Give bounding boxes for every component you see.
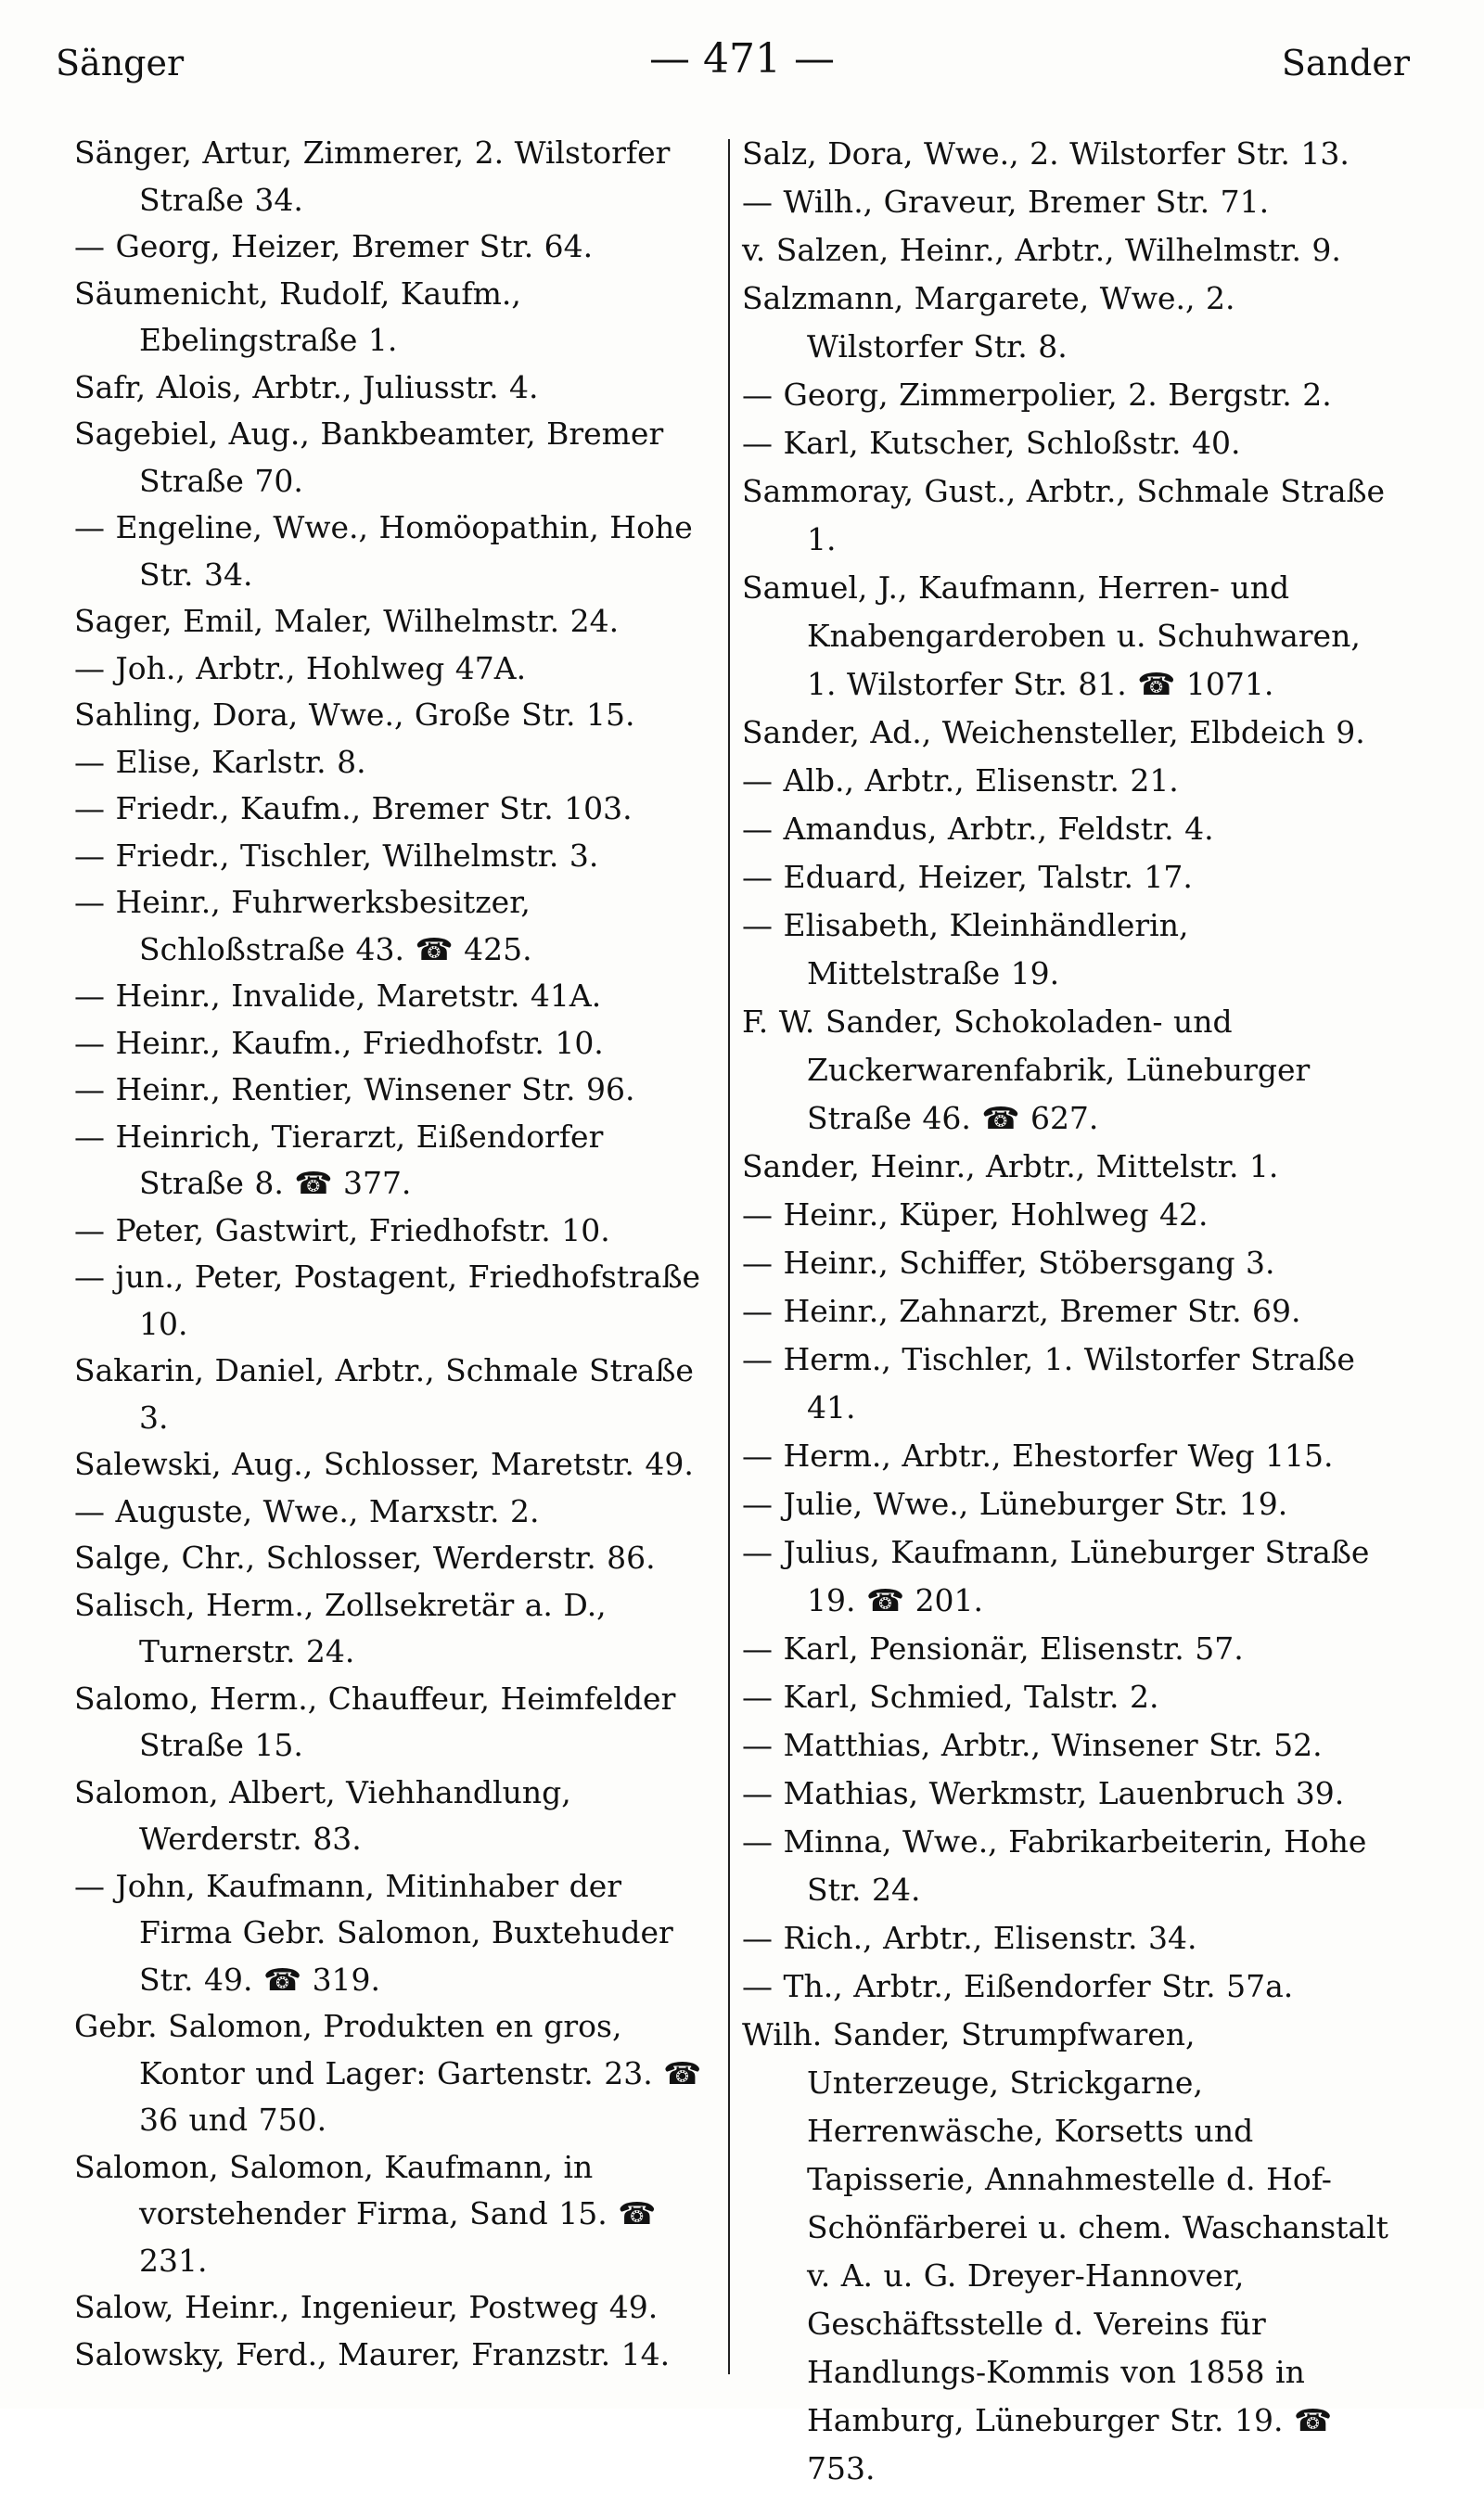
directory-entry: — Heinr., Zahnarzt, Bremer Str. 69. (742, 1293, 1301, 1329)
directory-entry: Salisch, Herm., Zollsekretär a. D., Turnerstr. 24. (74, 1586, 607, 1669)
directory-entry: — Friedr., Kaufm., Bremer Str. 103. (74, 790, 633, 826)
directory-entry: — Julius, Kaufmann, Lüneburger Straße 19. ☎ 201. (742, 1534, 1370, 1618)
directory-entry: — Heinr., Rentier, Winsener Str. 96. (74, 1071, 635, 1107)
directory-entry: — Heinr., Küper, Hohlweg 42. (742, 1196, 1209, 1233)
directory-entry: — Herm., Arbtr., Ehestorfer Weg 115. (742, 1438, 1334, 1474)
directory-entry: v. Salzen, Heinr., Arbtr., Wilhelmstr. 9. (742, 232, 1341, 268)
directory-entry: — Elisabeth, Kleinhändlerin, Mittelstraße 19. (742, 907, 1189, 991)
directory-entry: — Th., Arbtr., Eißendorfer Str. 57a. (742, 1968, 1294, 2004)
header-right-keyword: Sander (1281, 43, 1410, 83)
right-column (742, 130, 1391, 2487)
directory-entry: — Georg, Zimmerpolier, 2. Bergstr. 2. (742, 377, 1332, 413)
directory-entry: Sagebiel, Aug., Bankbeamter, Bremer Straße 70. (74, 416, 664, 499)
directory-entry: Säumenicht, Rudolf, Kaufm., Ebelingstraße 1. (74, 275, 521, 358)
directory-entry: Sänger, Artur, Zimmerer, 2. Wilstorfer Straße 34. (74, 134, 671, 218)
directory-entry: — Eduard, Heizer, Talstr. 17. (742, 859, 1193, 895)
directory-entry: — Alb., Arbtr., Elisenstr. 21. (742, 762, 1179, 799)
column-divider (728, 139, 730, 2374)
directory-entry: — Karl, Schmied, Talstr. 2. (742, 1679, 1159, 1715)
directory-entry: — Heinrich, Tierarzt, Eißendorfer Straße 8. ☎ 377. (74, 1118, 604, 1201)
directory-entry: Safr, Alois, Arbtr., Juliusstr. 4. (74, 368, 539, 405)
directory-entry: — Heinr., Schiffer, Stöbersgang 3. (742, 1245, 1275, 1281)
directory-entry: Gebr. Salomon, Produkten en gros, Kontor und Lager: Gartenstr. 23. ☎ 36 und 750. (74, 2008, 702, 2138)
directory-entry: — Friedr., Tischler, Wilhelmstr. 3. (74, 837, 599, 874)
directory-entry: — Julie, Wwe., Lüneburger Str. 19. (742, 1486, 1288, 1522)
directory-entry: Sager, Emil, Maler, Wilhelmstr. 24. (74, 603, 620, 639)
directory-entry: Salge, Chr., Schlosser, Werderstr. 86. (74, 1540, 656, 1576)
directory-entry: — Auguste, Wwe., Marxstr. 2. (74, 1492, 540, 1529)
directory-entry: — jun., Peter, Postagent, Friedhofstraße 10. (74, 1259, 701, 1342)
directory-entry: Sahling, Dora, Wwe., Große Str. 15. (74, 697, 635, 733)
directory-entry: F. W. Sander, Schokoladen- und Zuckerwarenfabrik, Lüneburger Straße 46. ☎ 627. (742, 1004, 1311, 1136)
directory-entry: Sander, Ad., Weichensteller, Elbdeich 9. (742, 714, 1365, 750)
directory-entry: Salomon, Salomon, Kaufmann, in vorstehender Firma, Sand 15. ☎ 231. (74, 2148, 657, 2279)
directory-entry: — Mathias, Werkmstr, Lauenbruch 39. (742, 1775, 1345, 1811)
directory-entry: Salowsky, Ferd., Maurer, Franzstr. 14. (74, 2335, 671, 2372)
directory-entry: — Elise, Karlstr. 8. (74, 743, 366, 780)
directory-entry: — Georg, Heizer, Bremer Str. 64. (74, 228, 594, 264)
directory-entry: — John, Kaufmann, Mitinhaber der Firma Gebr. Salomon, Buxtehuder Str. 49. ☎ 319. (74, 1867, 673, 1998)
directory-entry: Samuel, J., Kaufmann, Herren- und Knabengarderoben u. Schuhwaren, 1. Wilstorfer Str. 81. ☎ 1071. (742, 569, 1361, 702)
directory-entry: — Amandus, Arbtr., Feldstr. 4. (742, 811, 1214, 847)
running-head (56, 35, 1428, 91)
directory-entry: — Karl, Pensionär, Elisenstr. 57. (742, 1630, 1244, 1667)
directory-entry: Salzmann, Margarete, Wwe., 2. Wilstorfer Str. 8. (742, 280, 1235, 364)
directory-entry: Salomon, Albert, Viehhandlung, Werderstr. 83. (74, 1773, 571, 1857)
directory-entry: Salewski, Aug., Schlosser, Maretstr. 49. (74, 1446, 694, 1482)
directory-entry: — Joh., Arbtr., Hohlweg 47A. (74, 649, 527, 686)
directory-entry: — Rich., Arbtr., Elisenstr. 34. (742, 1920, 1197, 1956)
page-number: — 471 — (649, 35, 835, 83)
directory-entry: — Peter, Gastwirt, Friedhofstr. 10. (74, 1211, 610, 1248)
directory-entry: Salz, Dora, Wwe., 2. Wilstorfer Str. 13. (742, 135, 1350, 172)
directory-entry: Salow, Heinr., Ingenieur, Postweg 49. (74, 2289, 659, 2325)
directory-entry: Sakarin, Daniel, Arbtr., Schmale Straße 3. (74, 1352, 694, 1436)
directory-entry: — Heinr., Invalide, Maretstr. 41A. (74, 978, 602, 1014)
header-left-keyword: Sänger (56, 43, 185, 83)
directory-entry: Salomo, Herm., Chauffeur, Heimfelder Straße 15. (74, 1680, 676, 1763)
directory-entry: — Heinr., Kaufm., Friedhofstr. 10. (74, 1024, 604, 1061)
directory-entry: — Wilh., Graveur, Bremer Str. 71. (742, 184, 1270, 220)
directory-entry: — Engeline, Wwe., Homöopathin, Hohe Str. 34. (74, 509, 693, 593)
directory-entry: — Matthias, Arbtr., Winsener Str. 52. (742, 1727, 1323, 1763)
directory-entry: — Herm., Tischler, 1. Wilstorfer Straße 41. (742, 1341, 1355, 1425)
directory-entry: — Minna, Wwe., Fabrikarbeiterin, Hohe Str. 24. (742, 1823, 1367, 1908)
directory-entry: Wilh. Sander, Strumpfwaren, Unterzeuge, Strickgarne, Herrenwäsche, Korsetts und Tapisserie, Annahmestelle d. Hof-Schönfärberei u. chem. Waschanstalt v. A. u. G. Dreyer-Hannover, Geschäftsstelle d. Vereins für Handlungs-Kommis von 1858 in Hamburg, Lüneburger Str. 19. ☎ 753. (742, 2016, 1388, 2487)
directory-entry: — Karl, Kutscher, Schloßstr. 40. (742, 425, 1241, 461)
left-column (74, 130, 714, 2384)
directory-entry: Sander, Heinr., Arbtr., Mittelstr. 1. (742, 1148, 1279, 1184)
directory-entry: Sammoray, Gust., Arbtr., Schmale Straße 1. (742, 473, 1386, 557)
directory-entry: — Heinr., Fuhrwerksbesitzer, Schloßstraße 43. ☎ 425. (74, 884, 532, 967)
